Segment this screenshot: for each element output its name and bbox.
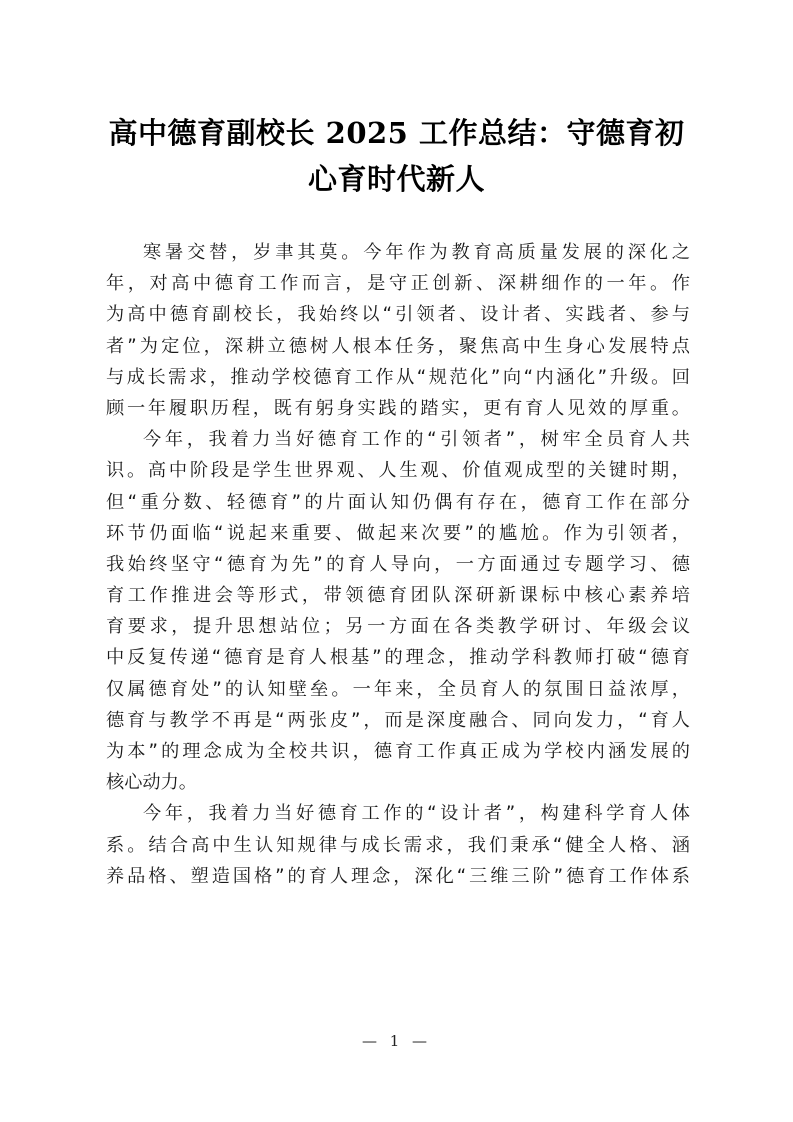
- text-line: 育工作推进会等形式，带领德育团队深研新课标中核心素养培: [106, 585, 690, 607]
- paragraph-2: [106, 424, 690, 798]
- document-title: [100, 110, 693, 202]
- text-line: 为高中德育副校长，我始终以“引领者、设计者、实践者、参与: [106, 304, 690, 326]
- text-line: 中反复传递“德育是育人根基”的理念，推动学科教师打破“德育: [106, 647, 690, 669]
- text-line: 为本”的理念成为全校共识，德育工作真正成为学校内涵发展的: [106, 741, 690, 762]
- text-line: 今年，我着力当好德育工作的“设计者”，构建科学育人体: [143, 803, 690, 825]
- paragraph-3: [106, 798, 690, 892]
- title-line-2: 心育时代新人: [307, 162, 485, 196]
- text-line: 核心动力。: [106, 772, 197, 794]
- document-body: [106, 237, 690, 892]
- text-line: 育要求，提升思想站位；另一方面在各类教学研讨、年级会议: [106, 616, 690, 638]
- text-line: 环节仍面临“说起来重要、做起来次要”的尴尬。作为引领者，: [106, 522, 690, 544]
- text-line: 寒暑交替，岁聿其莫。今年作为教育高质量发展的深化之: [143, 242, 690, 263]
- text-line: 者”为定位，深耕立德树人根本任务，聚焦高中生身心发展特点: [106, 335, 690, 357]
- text-line: 顾一年履职历程，既有躬身实践的踏实，更有育人见效的厚重。: [106, 397, 690, 419]
- title-line-1: 高中德育副校长 2025 工作总结：守德育初: [108, 116, 685, 150]
- text-line: 德育与教学不再是“两张皮”，而是深度融合、同向发力，“育人: [106, 709, 690, 731]
- text-line: 我始终坚守“德育为先”的育人导向，一方面通过专题学习、德: [106, 553, 690, 575]
- text-line: 识。高中阶段是学生世界观、人生观、价值观成型的关键时期，: [106, 460, 690, 482]
- text-line: 系。结合高中生认知规律与成长需求，我们秉承“健全人格、涵: [106, 834, 690, 856]
- page-number: — 1 —: [361, 1032, 432, 1050]
- text-line: 年，对高中德育工作而言，是守正创新、深耕细作的一年。作: [106, 273, 690, 295]
- text-line: 今年，我着力当好德育工作的“引领者”，树牢全员育人共: [143, 429, 690, 451]
- text-line: 仅属德育处”的认知壁垒。一年来，全员育人的氛围日益浓厚，: [106, 678, 690, 700]
- text-line: 但“重分数、轻德育”的片面认知仍偶有存在，德育工作在部分: [106, 491, 690, 513]
- text-line: 与成长需求，推动学校德育工作从“规范化”向“内涵化”升级。回: [106, 366, 690, 388]
- paragraph-1: [106, 237, 690, 424]
- text-line: 养品格、塑造国格”的育人理念，深化“三维三阶”德育工作体系: [106, 865, 690, 887]
